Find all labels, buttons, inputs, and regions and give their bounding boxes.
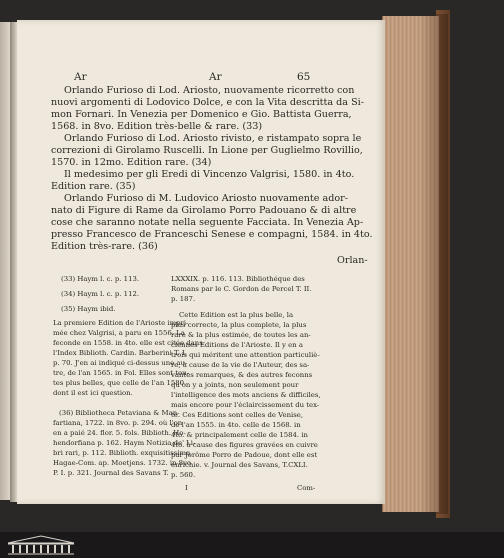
footnote-line: Hagae-Com. ap. Moetjens. 1732. in 8vo.: [53, 459, 194, 467]
signature-mark: I: [185, 484, 188, 492]
header-center: Ar: [209, 71, 222, 83]
main-line: correzioni di Girolamo Ruscelli. In Lione per Guglielmo Rovillio,: [51, 145, 363, 156]
footnote-line: (33) Haym l. c. p. 113.: [61, 275, 140, 283]
footnote-line: bri rari, p. 112. Biblioth. exquisitissima,: [53, 449, 193, 457]
catchword: Orlan-: [337, 255, 368, 266]
footnote-line: rare & la plus estimée, de toutes les an-: [171, 331, 311, 339]
main-line: Orlando Furioso di Lod. Ariosto, nuovamente ricorretto con: [64, 85, 355, 96]
footnote-line: Cette Edition est la plus belle, la: [179, 311, 294, 319]
footnote-line: P. I. p. 321. Journal des Savans T.: [53, 469, 169, 477]
main-line: 1570. in 12mo. Edition rare. (34): [51, 157, 212, 168]
header-left: Ar: [74, 71, 87, 83]
footnote-line: fartiana, 1722. in 8vo. p. 294. où l'on: [53, 419, 183, 427]
page-number: 65: [297, 71, 311, 83]
footnote-line: La premiere Edition de l'Arioste impri-: [53, 319, 189, 327]
footnote-line: re, à cause de la vie de l'Auteur, des sa-: [171, 361, 310, 369]
main-line: Edition rare. (35): [51, 181, 136, 192]
footnote-line: p. 560.: [171, 471, 196, 479]
main-line: 1568. in 8vo. Edition très-belle & rare. (33): [51, 121, 263, 132]
catchword: Com-: [297, 484, 316, 492]
main-line: nuovi argomenti di Lodovico Dolce, e con la Vita descritta da Si-: [51, 97, 364, 108]
footnote-line: l'Index Biblioth. Cardin. Barberini T. I.: [53, 349, 187, 357]
footnote-line: en a paié 24. flor. 5. fols. Biblioth. Ho-: [53, 429, 186, 437]
footnote-line: mée chez Valgrisi, a paru en 1556. La: [53, 329, 185, 337]
footnote-line: trois qui méritent une attention particuliè-: [171, 351, 320, 359]
main-line: Orlando Furioso di M. Ludovico Ariosto nuovamente ador-: [64, 193, 348, 204]
main-line: mon Fornari. In Venezia per Domenico e Gio. Battista Guerra,: [51, 109, 352, 120]
footnote-line: de l'an 1555. in 4to. celle de 1568. in: [171, 421, 301, 429]
footnote-line: 4to. à cause des figures gravées en cuivre: [171, 441, 318, 449]
footnote-line: LXXXIX. p. 116. 113. Bibliothéque des: [171, 275, 305, 283]
main-line: Edition très-rare. (36): [51, 241, 158, 252]
footnote-line: ciennes Editions de l'Arioste. Il y en a: [171, 341, 303, 349]
footnote-line: (34) Haym l. c. p. 112.: [61, 290, 140, 298]
footnote-line: dont il est ici question.: [53, 389, 133, 397]
footnote-line: tre, de l'an 1565. in Fol. Elles sont tou-: [53, 369, 189, 377]
footnote-line: te. Ces Editions sont celles de Venise,: [171, 411, 304, 419]
footnote-line: 4to. & principalement celle de 1584. in: [171, 431, 308, 439]
footnote-line: (36) Bibliotheca Petaviana & Man-: [59, 409, 180, 417]
footnote-line: qu'on y a joints, non seulement pour: [171, 381, 299, 389]
footnote-line: p. 70. J'en ai indiqué ci-dessus une au-: [53, 359, 188, 367]
footnote-line: hendorfiana p. 162. Haym Notizia de' Li-: [53, 439, 196, 447]
main-line: nato di Figure di Rame da Girolamo Porro Padouano & di altre: [51, 205, 357, 216]
footnote-line: tes plus belles, que celle de l'an 1580.: [53, 379, 187, 387]
main-line: Il medesimo per gli Eredi di Vincenzo Valgrisi, 1580. in 4to.: [64, 169, 355, 180]
footnote-line: (35) Haym ibid.: [61, 305, 116, 313]
main-line: presso Francesco de Franceschi Senese e compagni, 1584. in 4to.: [51, 229, 373, 240]
library-building-icon: [6, 534, 76, 556]
footnote-line: p. 187.: [171, 295, 196, 303]
main-line: cose che saranno notate nella seguente Facciata. In Venezia Ap-: [51, 217, 364, 228]
main-line: Orlando Furioso di Lod. Ariosto rivisto, e ristampato sopra le: [64, 133, 362, 144]
footnote-line: l'intelligence des mots anciens & difficiles,: [171, 391, 321, 399]
footnote-line: enrichie. v. Journal des Savans, T.CXLI.: [171, 461, 308, 469]
footnote-line: feconde en 1558. in 4to. elle est citée dans: [53, 339, 203, 347]
footnote-line: mais encore pour l'éclaircissement du tex-: [171, 401, 320, 409]
footnote-line: vantes remarques, & des autres feconns: [171, 371, 313, 379]
footnote-line: plus correcte, la plus complete, la plus: [171, 321, 307, 329]
footnote-line: Romans par le C. Gordon de Percel T. II.: [171, 285, 312, 293]
book-page: [17, 20, 385, 504]
page-block-shadow: [420, 14, 448, 514]
footnote-line: par Jerôme Porro de Padoue, dont elle est: [171, 451, 318, 459]
